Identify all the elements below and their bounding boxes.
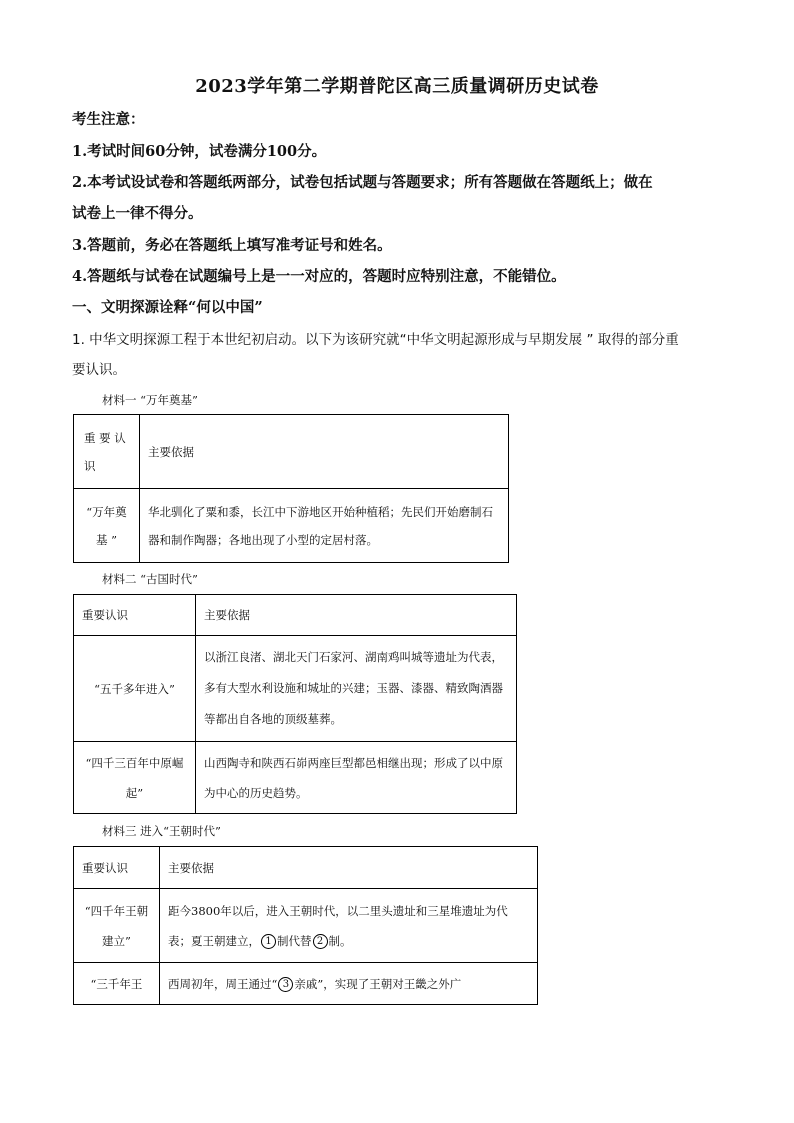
notice-item-3: 3.答题前，务必在答题纸上填写准考证号和姓名。 xyxy=(72,237,392,254)
column-header-recognition: 重要认识 xyxy=(74,595,196,636)
question-text-line-1: 1. 中华文明探源工程于本世纪初启动。以下为该研究就“中华文明起源形成与早期发展 ” 取得的部分重 xyxy=(72,332,679,348)
row-key: “四千年王朝建立” xyxy=(74,889,160,963)
table-row xyxy=(74,889,538,963)
row-value: 山西陶寺和陕西石峁两座巨型都邑相继出现；形成了以中原为中心的历史趋势。 xyxy=(196,742,517,814)
row-value: 以浙江良渚、湖北天门石家河、湖南鸡叫城等遗址为代表，多有大型水利设施和城址的兴建；玉器、漆器、精致陶酒器等都出自各地的顶级墓葬。 xyxy=(196,636,517,742)
row-value xyxy=(160,889,538,963)
material-1-table xyxy=(73,414,509,563)
row-key: “四千三百年中原崛起” xyxy=(74,742,196,814)
blank-3-marker: 3 xyxy=(278,977,293,992)
row-value: 华北驯化了粟和黍，长江中下游地区开始种植稻；先民们开始磨制石器和制作陶器；各地出现了小型的定居村落。 xyxy=(140,489,509,563)
notice-item-1: 1.考试时间60分钟，试卷满分100分。 xyxy=(72,143,327,160)
material-3-table xyxy=(73,846,538,1005)
material-1-label: 材料一 “万年奠基” xyxy=(102,393,198,407)
row-key: “万年奠基 ” xyxy=(74,489,140,563)
column-header-basis: 主要依据 xyxy=(160,847,538,889)
table-row xyxy=(74,963,538,1005)
row-value-text: 制。 xyxy=(328,933,352,948)
notice-item-4: 4.答题纸与试卷在试题编号上是一一对应的，答题时应特别注意，不能错位。 xyxy=(72,268,566,285)
blank-1-marker: 1 xyxy=(261,934,276,949)
material-2-label: 材料二 “古国时代” xyxy=(102,572,198,586)
section-heading: 一、文明探源诠释“何以中国” xyxy=(72,299,263,316)
row-value-text: 亲戚”，实现了王朝对王畿之外广 xyxy=(294,976,462,991)
row-value-text: 制代替 xyxy=(277,933,312,948)
table-row xyxy=(74,636,517,742)
row-value-text: 距今3800年以后，进入王朝时代，以二里头遗址和三星堆遗址为代表；夏王朝建立， xyxy=(168,903,508,948)
row-key: “五千多年进入” xyxy=(74,636,196,742)
notice-heading: 考生注意： xyxy=(72,111,145,128)
table-header-row xyxy=(74,415,509,489)
table-row xyxy=(74,742,517,814)
row-key: “三千年王 xyxy=(74,963,160,1005)
row-value xyxy=(160,963,538,1005)
blank-2-marker: 2 xyxy=(313,934,328,949)
column-header-recognition: 重要认识 xyxy=(74,847,160,889)
table-row xyxy=(74,489,509,563)
table-header-row xyxy=(74,595,517,636)
notice-item-2-cont: 试卷上一律不得分。 xyxy=(72,205,203,222)
material-2-table xyxy=(73,594,517,814)
column-header-basis: 主要依据 xyxy=(196,595,517,636)
table-header-row xyxy=(74,847,538,889)
column-header-basis: 主要依据 xyxy=(140,415,509,489)
material-3-label: 材料三 进入“王朝时代” xyxy=(102,824,221,838)
notice-item-2: 2.本考试设试卷和答题纸两部分，试卷包括试题与答题要求；所有答题做在答题纸上；做在 xyxy=(72,174,653,191)
question-text-line-2: 要认识。 xyxy=(72,362,126,378)
page-title: 2023学年第二学期普陀区高三质量调研历史试卷 xyxy=(195,76,599,97)
column-header-recognition: 重 要 认 识 xyxy=(74,415,140,489)
row-value-text: 西周初年，周王通过“ xyxy=(168,976,278,991)
